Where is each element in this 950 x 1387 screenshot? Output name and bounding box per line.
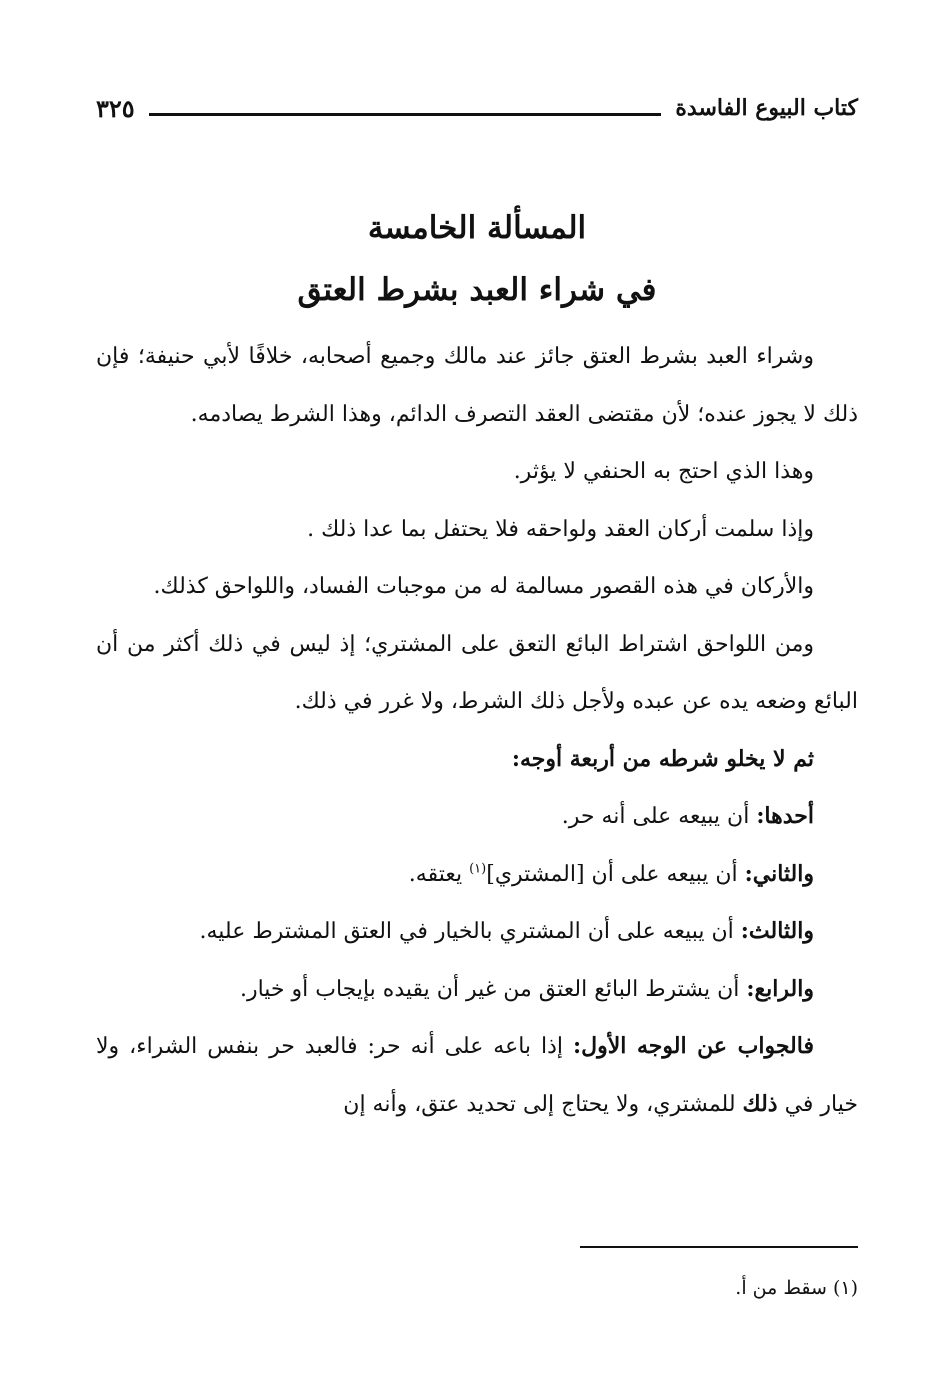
book-title: كتاب البيوع الفاسدة (675, 95, 858, 121)
case-text: أن يشترط البائع العتق من غير أن يقيده بإيجاب أو خيار. (239, 976, 747, 1002)
footnote-reference[interactable]: (١) (469, 861, 487, 877)
document-page (96, 0, 858, 1387)
case-item (96, 846, 858, 904)
case-text: أن يبيعه على أن [المشتري] (486, 861, 745, 887)
answer-label: فالجواب عن الوجه الأول: (572, 1033, 814, 1059)
footnote-divider (580, 1246, 858, 1248)
body-text (96, 328, 858, 1133)
case-label: والثاني: (744, 860, 814, 887)
answer-text: للمشتري، ولا يحتاج إلى تحديد عتق، وأنه إن (343, 1091, 743, 1117)
case-item (96, 961, 858, 1019)
answer-emphasis: ذلك (742, 1090, 778, 1117)
chapter-subheading: في شراء العبد بشرط العتق (297, 272, 657, 308)
page-number: ٣٢٥ (96, 93, 135, 123)
paragraph: وهذا الذي احتج به الحنفي لا يؤثر. (513, 459, 814, 484)
running-header (96, 84, 858, 132)
header-rule (149, 113, 662, 116)
case-text: أن يبيعه على أن المشتري بالخيار في العتق المشترط عليه. (199, 919, 741, 944)
case-text: أن يبيعه على أنه حر. (561, 804, 757, 829)
answer-paragraph (96, 1018, 858, 1133)
case-label: أحدها: (756, 803, 814, 829)
answer-text: إذا باعه على أنه حر: فالعبد حر بنفس الشراء، ولا خيار في (96, 1034, 858, 1117)
case-text: يعتقه. (408, 861, 470, 887)
paragraph: وشراء العبد بشرط العتق جائز عند مالك وجميع أصحابه، خلافًا لأبي حنيفة؛ فإن ذلك لا يجوز عنده؛ لأن مقتضى العقد التصرف الدائم، وهذا الشرط يصادمه. (96, 344, 858, 427)
paragraph: وإذا سلمت أركان العقد ولواحقه فلا يحتفل بما عدا ذلك . (307, 516, 814, 542)
case-item (96, 788, 858, 846)
case-item (96, 903, 858, 961)
case-label: والرابع: (746, 975, 814, 1002)
footnote: (١) سقط من أ. (735, 1277, 858, 1299)
paragraph: والأركان في هذه القصور مسالمة له من موجبات الفساد، واللواحق كذلك. (153, 574, 814, 599)
paragraph: ومن اللواحق اشتراط البائع التعق على المشتري؛ إذ ليس في ذلك أكثر من أن البائع وضعه يده عن عبده ولأجل ذلك الشرط، ولا غرر في ذلك. (96, 631, 858, 714)
cases-intro: ثم لا يخلو شرطه من أربعة أوجه: (511, 745, 814, 772)
chapter-heading: المسألة الخامسة (367, 210, 587, 246)
case-label: والثالث: (740, 918, 814, 944)
